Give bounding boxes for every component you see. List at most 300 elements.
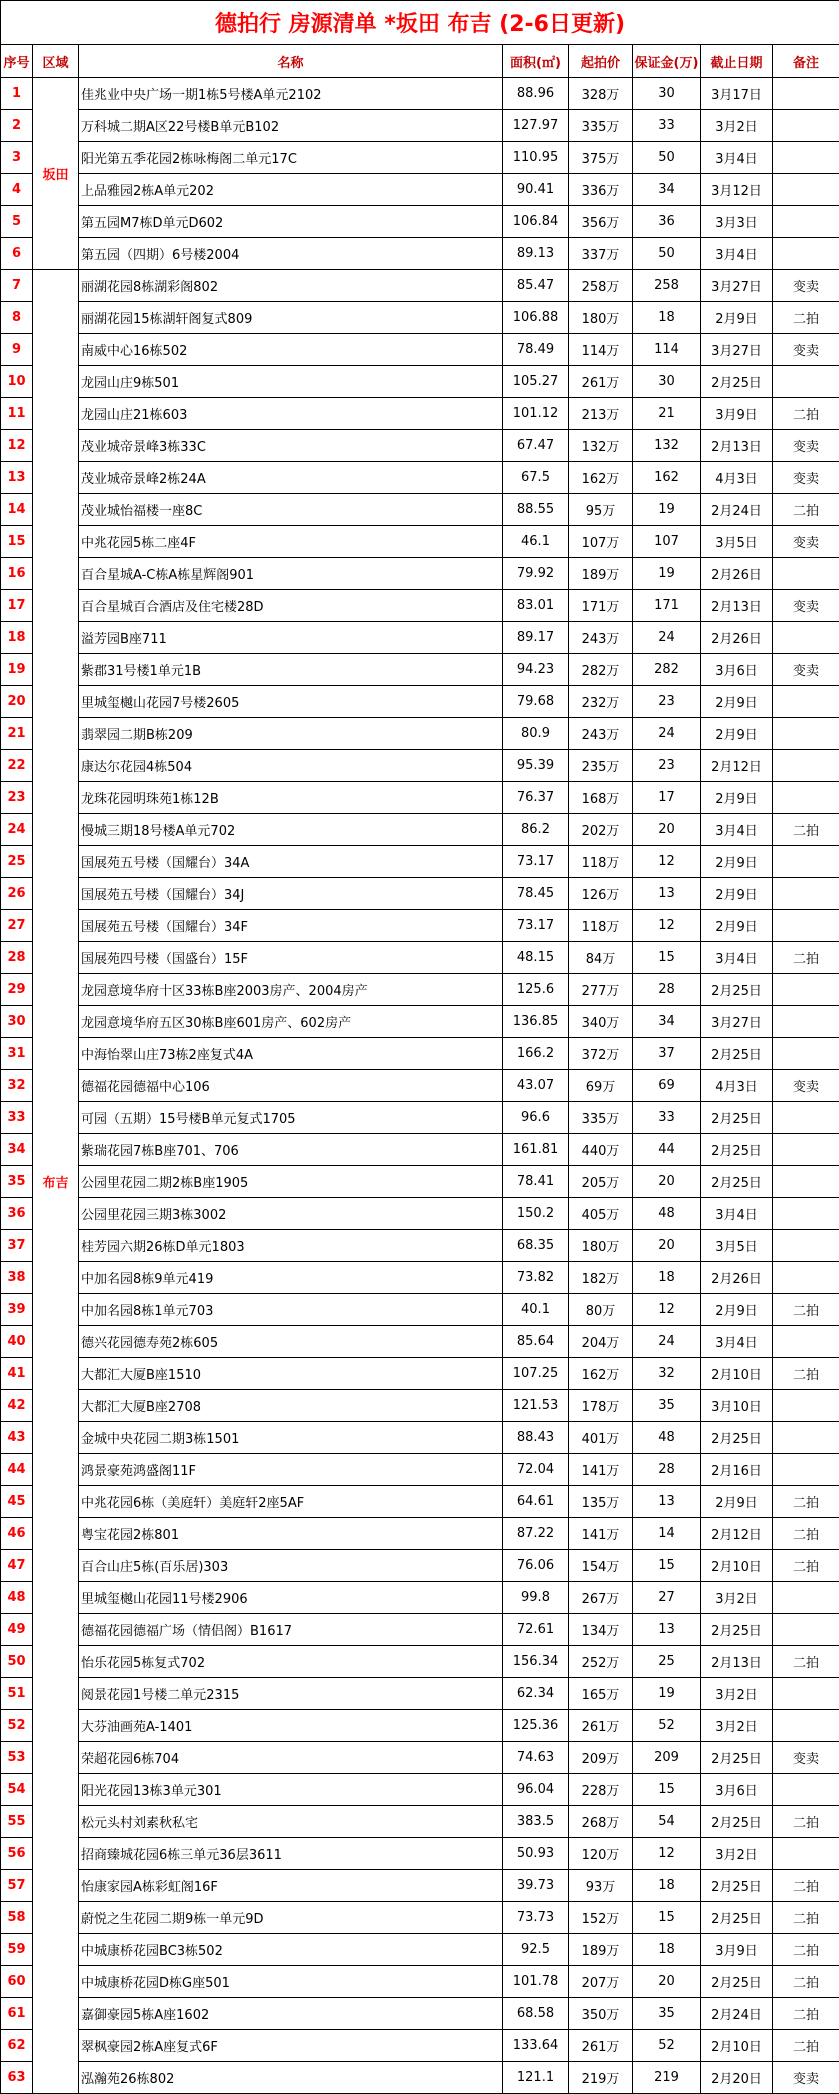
row-note [773, 1134, 839, 1166]
row-deadline: 3月3日 [701, 206, 773, 238]
row-price: 180万 [569, 1230, 633, 1262]
row-deadline: 3月4日 [701, 942, 773, 974]
row-deposit: 18 [633, 1262, 701, 1294]
table-row [1, 2030, 839, 2062]
row-deadline: 2月10日 [701, 1550, 773, 1582]
row-seq: 55 [1, 1806, 33, 1838]
row-name: 大都汇大厦B座2708 [79, 1390, 503, 1422]
row-price: 162万 [569, 462, 633, 494]
row-seq: 20 [1, 686, 33, 718]
row-size: 96.04 [503, 1774, 569, 1806]
row-deadline: 2月26日 [701, 1262, 773, 1294]
row-seq: 33 [1, 1102, 33, 1134]
row-note [773, 1390, 839, 1422]
row-seq: 35 [1, 1166, 33, 1198]
row-price: 261万 [569, 366, 633, 398]
row-deposit: 50 [633, 238, 701, 270]
row-seq: 24 [1, 814, 33, 846]
row-seq: 8 [1, 302, 33, 334]
table-row [1, 1358, 839, 1390]
table-body [1, 78, 839, 2094]
row-deposit: 28 [633, 974, 701, 1006]
row-size: 127.97 [503, 110, 569, 142]
row-size: 88.96 [503, 78, 569, 110]
row-note [773, 1198, 839, 1230]
row-deadline: 3月2日 [701, 1678, 773, 1710]
row-note: 二拍 [773, 814, 839, 846]
row-note [773, 1582, 839, 1614]
row-name: 慢城三期18号楼A单元702 [79, 814, 503, 846]
row-note: 二拍 [773, 1518, 839, 1550]
row-deadline: 3月4日 [701, 814, 773, 846]
row-seq: 49 [1, 1614, 33, 1646]
table-row [1, 1710, 839, 1742]
row-seq: 34 [1, 1134, 33, 1166]
row-size: 133.64 [503, 2030, 569, 2062]
row-note [773, 110, 839, 142]
table-row [1, 1006, 839, 1038]
row-deadline: 2月13日 [701, 590, 773, 622]
row-name: 大芬油画苑A-1401 [79, 1710, 503, 1742]
row-size: 105.27 [503, 366, 569, 398]
row-seq: 48 [1, 1582, 33, 1614]
row-size: 76.06 [503, 1550, 569, 1582]
row-price: 178万 [569, 1390, 633, 1422]
table-row [1, 654, 839, 686]
row-deposit: 50 [633, 142, 701, 174]
row-size: 88.55 [503, 494, 569, 526]
row-size: 136.85 [503, 1006, 569, 1038]
row-price: 243万 [569, 622, 633, 654]
row-price: 228万 [569, 1774, 633, 1806]
table-row [1, 1390, 839, 1422]
row-price: 120万 [569, 1838, 633, 1870]
table-row [1, 1070, 839, 1102]
row-name: 粤宝花园2栋801 [79, 1518, 503, 1550]
row-price: 282万 [569, 654, 633, 686]
row-name: 龙园意境华府十区33栋B座2003房产、2004房产 [79, 974, 503, 1006]
row-seq: 47 [1, 1550, 33, 1582]
row-note [773, 1038, 839, 1070]
row-seq: 57 [1, 1870, 33, 1902]
row-deadline: 2月25日 [701, 1806, 773, 1838]
table-row [1, 78, 839, 110]
row-seq: 46 [1, 1518, 33, 1550]
row-name: 嘉御豪园5栋A座1602 [79, 1998, 503, 2030]
row-seq: 12 [1, 430, 33, 462]
header-size: 面积(㎡) [503, 45, 569, 78]
row-name: 招商臻城花园6栋三单元36层3611 [79, 1838, 503, 1870]
row-price: 232万 [569, 686, 633, 718]
row-deadline: 3月4日 [701, 1326, 773, 1358]
row-seq: 2 [1, 110, 33, 142]
row-deadline: 2月9日 [701, 782, 773, 814]
row-name: 紫瑞花园7栋B座701、706 [79, 1134, 503, 1166]
row-size: 78.41 [503, 1166, 569, 1198]
table-row [1, 558, 839, 590]
row-size: 79.68 [503, 686, 569, 718]
row-deadline: 3月2日 [701, 110, 773, 142]
row-price: 401万 [569, 1422, 633, 1454]
row-size: 78.49 [503, 334, 569, 366]
row-note [773, 558, 839, 590]
header-seq: 序号 [1, 45, 33, 78]
row-size: 73.17 [503, 910, 569, 942]
row-note [773, 78, 839, 110]
row-deposit: 24 [633, 1326, 701, 1358]
row-seq: 29 [1, 974, 33, 1006]
row-note: 变卖 [773, 654, 839, 686]
row-size: 73.17 [503, 846, 569, 878]
row-name: 南威中心16栋502 [79, 334, 503, 366]
row-price: 152万 [569, 1902, 633, 1934]
table-row [1, 302, 839, 334]
row-seq: 32 [1, 1070, 33, 1102]
row-deadline: 2月26日 [701, 558, 773, 590]
row-deadline: 2月25日 [701, 1902, 773, 1934]
row-deadline: 2月26日 [701, 622, 773, 654]
row-note [773, 846, 839, 878]
row-size: 50.93 [503, 1838, 569, 1870]
row-deadline: 3月9日 [701, 1934, 773, 1966]
row-price: 372万 [569, 1038, 633, 1070]
row-note: 变卖 [773, 526, 839, 558]
row-name: 中兆花园5栋二座4F [79, 526, 503, 558]
row-name: 阳光第五季花园2栋咏梅阁二单元17C [79, 142, 503, 174]
row-deadline: 3月27日 [701, 270, 773, 302]
row-deposit: 17 [633, 782, 701, 814]
area-group-cell: 坂田 [33, 78, 79, 270]
row-deadline: 4月3日 [701, 1070, 773, 1102]
row-seq: 37 [1, 1230, 33, 1262]
row-seq: 58 [1, 1902, 33, 1934]
table-row [1, 910, 839, 942]
row-name: 百合山庄5栋(百乐居)303 [79, 1550, 503, 1582]
row-size: 94.23 [503, 654, 569, 686]
row-note [773, 1102, 839, 1134]
row-price: 277万 [569, 974, 633, 1006]
row-name: 泓瀚苑26栋802 [79, 2062, 503, 2094]
row-deadline: 3月5日 [701, 1230, 773, 1262]
row-size: 121.1 [503, 2062, 569, 2094]
row-deposit: 209 [633, 1742, 701, 1774]
row-size: 73.73 [503, 1902, 569, 1934]
header-row [1, 45, 839, 78]
row-name: 紫郡31号楼1单元1B [79, 654, 503, 686]
row-note: 二拍 [773, 1902, 839, 1934]
table-row [1, 1198, 839, 1230]
row-note [773, 910, 839, 942]
row-deposit: 21 [633, 398, 701, 430]
row-price: 356万 [569, 206, 633, 238]
row-size: 106.84 [503, 206, 569, 238]
table-row [1, 1646, 839, 1678]
table-row [1, 1614, 839, 1646]
table-row [1, 1486, 839, 1518]
row-price: 350万 [569, 1998, 633, 2030]
row-price: 135万 [569, 1486, 633, 1518]
row-size: 101.78 [503, 1966, 569, 1998]
row-deposit: 282 [633, 654, 701, 686]
row-deadline: 2月25日 [701, 1966, 773, 1998]
row-deadline: 2月25日 [701, 1614, 773, 1646]
row-deposit: 13 [633, 1486, 701, 1518]
row-note [773, 782, 839, 814]
row-price: 213万 [569, 398, 633, 430]
row-note: 二拍 [773, 1358, 839, 1390]
row-deadline: 2月12日 [701, 750, 773, 782]
row-deposit: 18 [633, 302, 701, 334]
row-seq: 60 [1, 1966, 33, 1998]
row-deadline: 2月9日 [701, 910, 773, 942]
row-deadline: 2月24日 [701, 494, 773, 526]
row-seq: 39 [1, 1294, 33, 1326]
table-row [1, 590, 839, 622]
row-name: 大都汇大厦B座1510 [79, 1358, 503, 1390]
row-size: 88.43 [503, 1422, 569, 1454]
row-note: 二拍 [773, 494, 839, 526]
row-deposit: 30 [633, 78, 701, 110]
row-price: 261万 [569, 2030, 633, 2062]
row-deadline: 2月9日 [701, 686, 773, 718]
row-size: 76.37 [503, 782, 569, 814]
row-size: 67.47 [503, 430, 569, 462]
row-deadline: 3月2日 [701, 1710, 773, 1742]
row-deadline: 3月2日 [701, 1582, 773, 1614]
table-row [1, 1038, 839, 1070]
row-price: 118万 [569, 846, 633, 878]
row-size: 85.47 [503, 270, 569, 302]
table-row [1, 366, 839, 398]
row-deposit: 36 [633, 206, 701, 238]
row-deadline: 2月25日 [701, 1102, 773, 1134]
row-deadline: 3月9日 [701, 398, 773, 430]
row-name: 松元头村刘素秋私宅 [79, 1806, 503, 1838]
row-seq: 26 [1, 878, 33, 910]
row-seq: 23 [1, 782, 33, 814]
row-size: 86.2 [503, 814, 569, 846]
row-seq: 17 [1, 590, 33, 622]
row-note: 变卖 [773, 2062, 839, 2094]
row-deposit: 19 [633, 1678, 701, 1710]
row-name: 鸿景豪苑鸿盛阁11F [79, 1454, 503, 1486]
row-seq: 61 [1, 1998, 33, 2030]
row-seq: 31 [1, 1038, 33, 1070]
row-note [773, 238, 839, 270]
row-size: 79.92 [503, 558, 569, 590]
row-note [773, 878, 839, 910]
row-seq: 50 [1, 1646, 33, 1678]
table-row [1, 814, 839, 846]
row-deposit: 23 [633, 686, 701, 718]
row-size: 68.58 [503, 1998, 569, 2030]
row-price: 252万 [569, 1646, 633, 1678]
row-deadline: 2月9日 [701, 302, 773, 334]
row-size: 383.5 [503, 1806, 569, 1838]
header-price: 起拍价 [569, 45, 633, 78]
row-price: 93万 [569, 1870, 633, 1902]
row-deposit: 15 [633, 1774, 701, 1806]
row-name: 国展苑五号楼（国耀台）34J [79, 878, 503, 910]
row-deadline: 2月20日 [701, 2062, 773, 2094]
row-deposit: 15 [633, 1902, 701, 1934]
row-price: 335万 [569, 110, 633, 142]
row-deadline: 2月16日 [701, 1454, 773, 1486]
row-price: 189万 [569, 558, 633, 590]
header-name: 名称 [79, 45, 503, 78]
row-price: 118万 [569, 910, 633, 942]
row-note: 变卖 [773, 1742, 839, 1774]
row-note [773, 750, 839, 782]
row-deposit: 114 [633, 334, 701, 366]
row-name: 丽湖花园8栋湖彩阁802 [79, 270, 503, 302]
row-note: 二拍 [773, 1998, 839, 2030]
row-price: 235万 [569, 750, 633, 782]
row-deposit: 32 [633, 1358, 701, 1390]
row-price: 375万 [569, 142, 633, 174]
row-price: 141万 [569, 1454, 633, 1486]
row-deadline: 2月12日 [701, 1518, 773, 1550]
row-size: 92.5 [503, 1934, 569, 1966]
row-note: 二拍 [773, 1294, 839, 1326]
row-deposit: 20 [633, 1966, 701, 1998]
table-row [1, 206, 839, 238]
row-deposit: 48 [633, 1198, 701, 1230]
row-seq: 16 [1, 558, 33, 590]
row-deposit: 15 [633, 942, 701, 974]
row-deadline: 2月25日 [701, 974, 773, 1006]
row-note [773, 1614, 839, 1646]
row-size: 83.01 [503, 590, 569, 622]
table-row [1, 1134, 839, 1166]
row-deadline: 2月25日 [701, 1166, 773, 1198]
row-name: 怡康家园A栋彩虹阁16F [79, 1870, 503, 1902]
row-name: 龙园意境华府五区30栋B座601房产、602房产 [79, 1006, 503, 1038]
row-price: 267万 [569, 1582, 633, 1614]
row-price: 340万 [569, 1006, 633, 1038]
row-name: 第五园M7栋D单元D602 [79, 206, 503, 238]
row-note [773, 1454, 839, 1486]
row-name: 百合星城百合酒店及住宅楼28D [79, 590, 503, 622]
row-deposit: 19 [633, 494, 701, 526]
row-name: 茂业城帝景峰3栋33C [79, 430, 503, 462]
row-seq: 38 [1, 1262, 33, 1294]
row-name: 国展苑五号楼（国耀台）34F [79, 910, 503, 942]
row-price: 141万 [569, 1518, 633, 1550]
row-seq: 3 [1, 142, 33, 174]
row-name: 德福花园德福广场（情侣阁）B1617 [79, 1614, 503, 1646]
row-name: 德兴花园德寿苑2栋605 [79, 1326, 503, 1358]
row-seq: 4 [1, 174, 33, 206]
row-price: 336万 [569, 174, 633, 206]
row-note [773, 1678, 839, 1710]
row-seq: 22 [1, 750, 33, 782]
row-note: 二拍 [773, 1806, 839, 1838]
table-row [1, 1102, 839, 1134]
row-size: 125.6 [503, 974, 569, 1006]
row-deposit: 12 [633, 910, 701, 942]
row-size: 73.82 [503, 1262, 569, 1294]
row-deposit: 34 [633, 1006, 701, 1038]
row-deadline: 3月4日 [701, 142, 773, 174]
row-price: 204万 [569, 1326, 633, 1358]
row-deadline: 2月10日 [701, 2030, 773, 2062]
row-price: 440万 [569, 1134, 633, 1166]
row-price: 209万 [569, 1742, 633, 1774]
row-seq: 1 [1, 78, 33, 110]
row-size: 40.1 [503, 1294, 569, 1326]
row-seq: 25 [1, 846, 33, 878]
row-seq: 53 [1, 1742, 33, 1774]
row-name: 上品雅园2栋A单元202 [79, 174, 503, 206]
row-deadline: 3月17日 [701, 78, 773, 110]
row-price: 95万 [569, 494, 633, 526]
row-name: 国展苑四号楼（国盛台）15F [79, 942, 503, 974]
row-size: 72.04 [503, 1454, 569, 1486]
row-seq: 9 [1, 334, 33, 366]
row-seq: 19 [1, 654, 33, 686]
row-note [773, 1262, 839, 1294]
row-name: 第五园（四期）6号楼2004 [79, 238, 503, 270]
header-deposit: 保证金(万) [633, 45, 701, 78]
row-price: 165万 [569, 1678, 633, 1710]
row-size: 125.36 [503, 1710, 569, 1742]
row-size: 166.2 [503, 1038, 569, 1070]
row-name: 康达尔花园4栋504 [79, 750, 503, 782]
row-deadline: 2月24日 [701, 1998, 773, 2030]
table-row [1, 1230, 839, 1262]
row-deposit: 18 [633, 1934, 701, 1966]
table-row [1, 142, 839, 174]
row-deadline: 2月9日 [701, 1294, 773, 1326]
row-price: 168万 [569, 782, 633, 814]
row-seq: 54 [1, 1774, 33, 1806]
row-size: 64.61 [503, 1486, 569, 1518]
row-name: 里城玺樾山花园11号楼2906 [79, 1582, 503, 1614]
row-size: 150.2 [503, 1198, 569, 1230]
row-deadline: 2月9日 [701, 718, 773, 750]
table-row [1, 1806, 839, 1838]
row-deposit: 48 [633, 1422, 701, 1454]
row-deposit: 35 [633, 1390, 701, 1422]
table-row [1, 1998, 839, 2030]
table-row [1, 942, 839, 974]
row-deposit: 33 [633, 110, 701, 142]
row-seq: 41 [1, 1358, 33, 1390]
row-seq: 11 [1, 398, 33, 430]
row-deadline: 3月6日 [701, 1774, 773, 1806]
row-seq: 63 [1, 2062, 33, 2094]
header-deadline: 截止日期 [701, 45, 773, 78]
row-price: 114万 [569, 334, 633, 366]
header-note: 备注 [773, 45, 839, 78]
row-note [773, 206, 839, 238]
row-price: 335万 [569, 1102, 633, 1134]
table-row [1, 430, 839, 462]
row-name: 荣超花园6栋704 [79, 1742, 503, 1774]
row-price: 80万 [569, 1294, 633, 1326]
row-size: 121.53 [503, 1390, 569, 1422]
row-deposit: 34 [633, 174, 701, 206]
row-name: 阳光花园13栋3单元301 [79, 1774, 503, 1806]
row-name: 阅景花园1号楼二单元2315 [79, 1678, 503, 1710]
table-row [1, 1582, 839, 1614]
table-row [1, 1742, 839, 1774]
row-seq: 59 [1, 1934, 33, 1966]
row-note: 变卖 [773, 270, 839, 302]
row-note: 二拍 [773, 1550, 839, 1582]
row-note [773, 1838, 839, 1870]
